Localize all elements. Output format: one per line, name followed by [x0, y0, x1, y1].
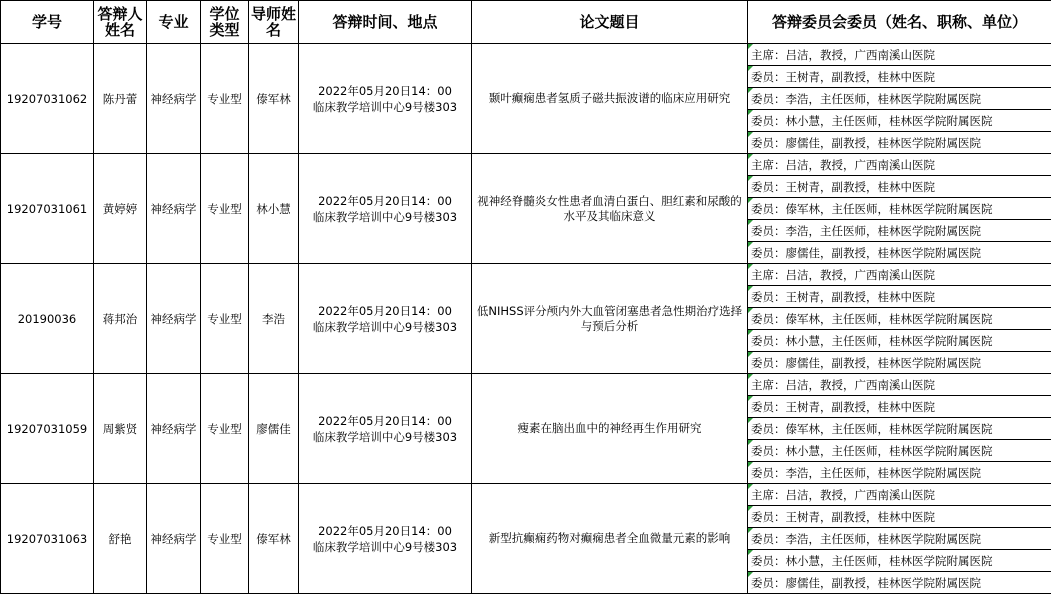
header-major[interactable]: 专业 [147, 1, 201, 44]
committee-member-cell[interactable]: 委员：廖儒佳，副教授，桂林医学院附属医院 [748, 242, 1051, 264]
header-row [1, 1, 1051, 44]
student-id-cell[interactable]: 19207031059 [1, 374, 94, 484]
major-cell[interactable]: 神经病学 [147, 264, 201, 374]
table-row [1, 44, 1051, 66]
student-id-cell[interactable]: 19207031063 [1, 484, 94, 594]
advisor-name-cell[interactable]: 傣军林 [249, 44, 299, 154]
committee-member-cell[interactable]: 委员：傣军林，主任医师，桂林医学院附属医院 [748, 308, 1051, 330]
table-row [1, 264, 1051, 286]
defender-name-cell[interactable]: 周紫贤 [94, 374, 147, 484]
committee-member-cell[interactable]: 委员：林小慧，主任医师，桂林医学院附属医院 [748, 110, 1051, 132]
advisor-name-cell[interactable]: 傣军林 [249, 484, 299, 594]
degree-type-cell[interactable]: 专业型 [201, 374, 249, 484]
defense-time: 2022年05月20日14：00 [318, 413, 452, 428]
committee-member-cell[interactable]: 委员：王树青，副教授，桂林中医院 [748, 176, 1051, 198]
defense-place: 临床教学培训中心9号楼303 [312, 429, 458, 444]
committee-member-cell[interactable]: 委员：王树青，副教授，桂林中医院 [748, 396, 1051, 418]
header-student-id[interactable]: 学号 [1, 1, 94, 44]
committee-member-cell[interactable]: 主席：吕洁，教授，广西南溪山医院 [748, 374, 1051, 396]
committee-member-cell[interactable]: 委员：廖儒佳，副教授，桂林医学院附属医院 [748, 572, 1051, 594]
committee-member-cell[interactable]: 委员：傣军林，主任医师，桂林医学院附属医院 [748, 418, 1051, 440]
committee-member-cell[interactable]: 委员：廖儒佳，副教授，桂林医学院附属医院 [748, 352, 1051, 374]
defense-place: 临床教学培训中心9号楼303 [312, 539, 458, 554]
defender-name-cell[interactable]: 黄婷婷 [94, 154, 147, 264]
defender-name-cell[interactable]: 蒋邦治 [94, 264, 147, 374]
committee-member-cell[interactable]: 委员：李浩，主任医师，桂林医学院附属医院 [748, 528, 1051, 550]
student-id-cell[interactable]: 19207031062 [1, 44, 94, 154]
advisor-name-cell[interactable]: 李浩 [249, 264, 299, 374]
thesis-title-cell[interactable]: 颞叶癫痫患者氢质子磁共振波谱的临床应用研究 [472, 44, 748, 154]
defense-place: 临床教学培训中心9号楼303 [312, 99, 458, 114]
major-cell[interactable]: 神经病学 [147, 374, 201, 484]
major-cell[interactable]: 神经病学 [147, 484, 201, 594]
header-thesis[interactable]: 论文题目 [472, 1, 748, 44]
major-cell[interactable]: 神经病学 [147, 154, 201, 264]
committee-member-cell[interactable]: 委员：王树青，副教授，桂林中医院 [748, 66, 1051, 88]
committee-member-cell[interactable]: 委员：廖儒佳，副教授，桂林医学院附属医院 [748, 132, 1051, 154]
defense-time: 2022年05月20日14：00 [318, 83, 452, 98]
committee-member-cell[interactable]: 委员：李浩，主任医师，桂林医学院附属医院 [748, 220, 1051, 242]
committee-member-cell[interactable]: 委员：林小慧，主任医师，桂林医学院附属医院 [748, 550, 1051, 572]
table-row [1, 484, 1051, 506]
header-defender[interactable]: 答辩人姓名 [94, 1, 147, 44]
defense-time: 2022年05月20日14：00 [318, 303, 452, 318]
table-row [1, 154, 1051, 176]
committee-member-cell[interactable]: 主席：吕洁，教授，广西南溪山医院 [748, 264, 1051, 286]
student-id-cell[interactable]: 19207031061 [1, 154, 94, 264]
committee-member-cell[interactable]: 委员：林小慧，主任医师，桂林医学院附属医院 [748, 440, 1051, 462]
thesis-title-cell[interactable]: 视神经脊髓炎女性患者血清白蛋白、胆红素和尿酸的水平及其临床意义 [472, 154, 748, 264]
header-degree-type[interactable]: 学位类型 [201, 1, 249, 44]
student-id-cell[interactable]: 20190036 [1, 264, 94, 374]
committee-member-cell[interactable]: 主席：吕洁，教授，广西南溪山医院 [748, 484, 1051, 506]
committee-member-cell[interactable]: 委员：傣军林，主任医师，桂林医学院附属医院 [748, 198, 1051, 220]
time-place-cell[interactable] [299, 374, 472, 484]
time-place-cell[interactable] [299, 484, 472, 594]
time-place-cell[interactable] [299, 264, 472, 374]
defense-place: 临床教学培训中心9号楼303 [312, 209, 458, 224]
degree-type-cell[interactable]: 专业型 [201, 264, 249, 374]
defender-name-cell[interactable]: 舒艳 [94, 484, 147, 594]
committee-member-cell[interactable]: 委员：李浩，主任医师，桂林医学院附属医院 [748, 462, 1051, 484]
header-time-place[interactable]: 答辩时间、地点 [299, 1, 472, 44]
degree-type-cell[interactable]: 专业型 [201, 484, 249, 594]
thesis-title-cell[interactable]: 低NIHSS评分颅内外大血管闭塞患者急性期治疗选择与预后分析 [472, 264, 748, 374]
header-advisor[interactable]: 导师姓名 [249, 1, 299, 44]
thesis-title-cell[interactable]: 瘦素在脑出血中的神经再生作用研究 [472, 374, 748, 484]
degree-type-cell[interactable]: 专业型 [201, 44, 249, 154]
advisor-name-cell[interactable]: 廖儒佳 [249, 374, 299, 484]
defense-time: 2022年05月20日14：00 [318, 193, 452, 208]
committee-member-cell[interactable]: 委员：王树青，副教授，桂林中医院 [748, 506, 1051, 528]
committee-member-cell[interactable]: 主席：吕洁，教授，广西南溪山医院 [748, 44, 1051, 66]
defense-time: 2022年05月20日14：00 [318, 523, 452, 538]
committee-member-cell[interactable]: 主席：吕洁，教授，广西南溪山医院 [748, 154, 1051, 176]
time-place-cell[interactable] [299, 154, 472, 264]
committee-member-cell[interactable]: 委员：林小慧，主任医师，桂林医学院附属医院 [748, 330, 1051, 352]
committee-member-cell[interactable]: 委员：李浩，主任医师，桂林医学院附属医院 [748, 88, 1051, 110]
committee-member-cell[interactable]: 委员：王树青，副教授，桂林中医院 [748, 286, 1051, 308]
time-place-cell[interactable] [299, 44, 472, 154]
defense-place: 临床教学培训中心9号楼303 [312, 319, 458, 334]
advisor-name-cell[interactable]: 林小慧 [249, 154, 299, 264]
table-row [1, 374, 1051, 396]
degree-type-cell[interactable]: 专业型 [201, 154, 249, 264]
thesis-title-cell[interactable]: 新型抗癫痫药物对癫痫患者全血微量元素的影响 [472, 484, 748, 594]
major-cell[interactable]: 神经病学 [147, 44, 201, 154]
defender-name-cell[interactable]: 陈丹蕾 [94, 44, 147, 154]
header-committee[interactable]: 答辩委员会委员（姓名、职称、单位） [748, 1, 1051, 44]
